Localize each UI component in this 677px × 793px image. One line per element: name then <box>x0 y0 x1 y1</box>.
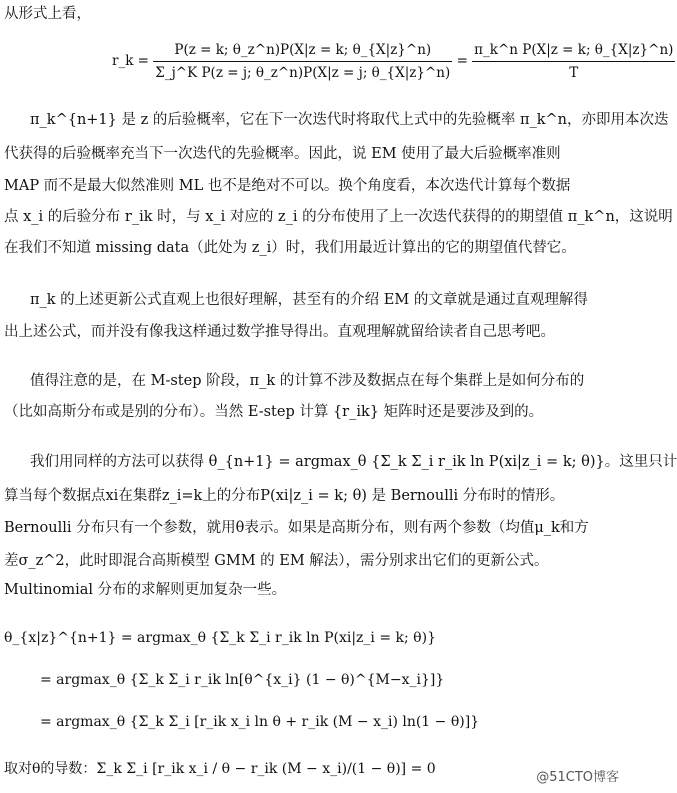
p3-line-2: （比如高斯分布或是别的分布）。当然 E-step 计算 {r_ik} 矩阵时还是要涉及到的。 <box>4 404 544 420</box>
intro-text: 从形式上看， <box>4 6 91 22</box>
rk-numerator-1: P(z = k; θ_z^n)P(X|z = k; θ_{X|z}^n) <box>174 42 432 58</box>
p1-line-1: π_k^{n+1} 是 z 的后验概率，它在下一次迭代时将取代上式中的先验概率 π_k^n，亦即用本次迭 <box>30 112 669 128</box>
p3-line-1: 值得注意的是，在 M-step 阶段，π_k 的计算不涉及数据点在每个集群上是如何分布的 <box>30 373 585 389</box>
theta-derivation-line-1: θ_{x|z}^{n+1} = argmax_θ {Σ_k Σ_i r_ik ln P(xi|z_i = k; θ)} <box>4 630 436 646</box>
p1-line-5: 在我们不知道 missing data（此处为 z_i）时，我们用最近计算出的它的期望值代替它。 <box>4 240 576 256</box>
rk-equation <box>112 42 675 81</box>
rk-fraction-2 <box>472 42 675 81</box>
p4-line-2: 算当每个数据点xi在集群z_i=k上的分布P(xi|z_i = k; θ) 是 Bernoulli 分布时的情形。 <box>4 488 565 504</box>
p1-line-2: 代获得的后验概率充当下一次迭代的先验概率。因此，说 EM 使用了最大后验概率准则 <box>4 146 561 162</box>
rk-equals: = <box>456 53 468 69</box>
p4-line-3: Bernoulli 分布只有一个参数，就用θ表示。如果是高斯分布，则有两个参数（均值μ_k和方 <box>4 520 589 536</box>
p4-line-1: 我们用同样的方法可以获得 θ_{n+1} = argmax_θ {Σ_k Σ_i r_ik ln P(xi|z_i = k; θ)}。这里只计 <box>30 454 677 470</box>
rk-denominator-2: T <box>472 61 675 81</box>
p4-line-5: Multinomial 分布的求解则更加复杂一些。 <box>4 582 287 598</box>
p1-line-4: 点 x_i 的后验分布 r_ik 时，与 x_i 对应的 z_i 的分布使用了上一次迭代获得的的期望值 π_k^n，这说明 <box>4 209 673 225</box>
theta-derivation-line-2: = argmax_θ {Σ_k Σ_i r_ik ln[θ^{x_i} (1 − θ)^{M−x_i}]} <box>40 672 445 688</box>
rk-lhs: r_k = <box>112 53 149 69</box>
p1-line-3: MAP 而不是最大似然准则 ML 也不是绝对不可以。换个角度看，本次迭代计算每个数据 <box>4 178 571 194</box>
p2-line-2: 出上述公式，而并没有像我这样通过数学推导得出。直观理解就留给读者自己思考吧。 <box>4 324 555 340</box>
derivative-equation: 取对θ的导数：Σ_k Σ_i [r_ik x_i / θ − r_ik (M − x_i)/(1 − θ)] = 0 <box>4 761 436 777</box>
rk-numerator-2: π_k^n P(X|z = k; θ_{X|z}^n) <box>474 42 674 58</box>
rk-denominator-1: Σ_j^K P(z = j; θ_z^n)P(X|z = j; θ_{X|z}^n) <box>153 61 452 81</box>
p4-line-4: 差σ_z^2，此时即混合高斯模型 GMM 的 EM 解法），需分别求出它们的更新公式。 <box>4 553 549 569</box>
p2-line-1: π_k 的上述更新公式直观上也很好理解，甚至有的介绍 EM 的文章就是通过直观理解得 <box>30 292 588 308</box>
theta-derivation-line-3: = argmax_θ {Σ_k Σ_i [r_ik x_i ln θ + r_ik (M − x_i) ln(1 − θ)]} <box>40 714 480 730</box>
watermark: @51CTO博客 <box>536 770 619 785</box>
rk-fraction-1 <box>153 42 452 81</box>
